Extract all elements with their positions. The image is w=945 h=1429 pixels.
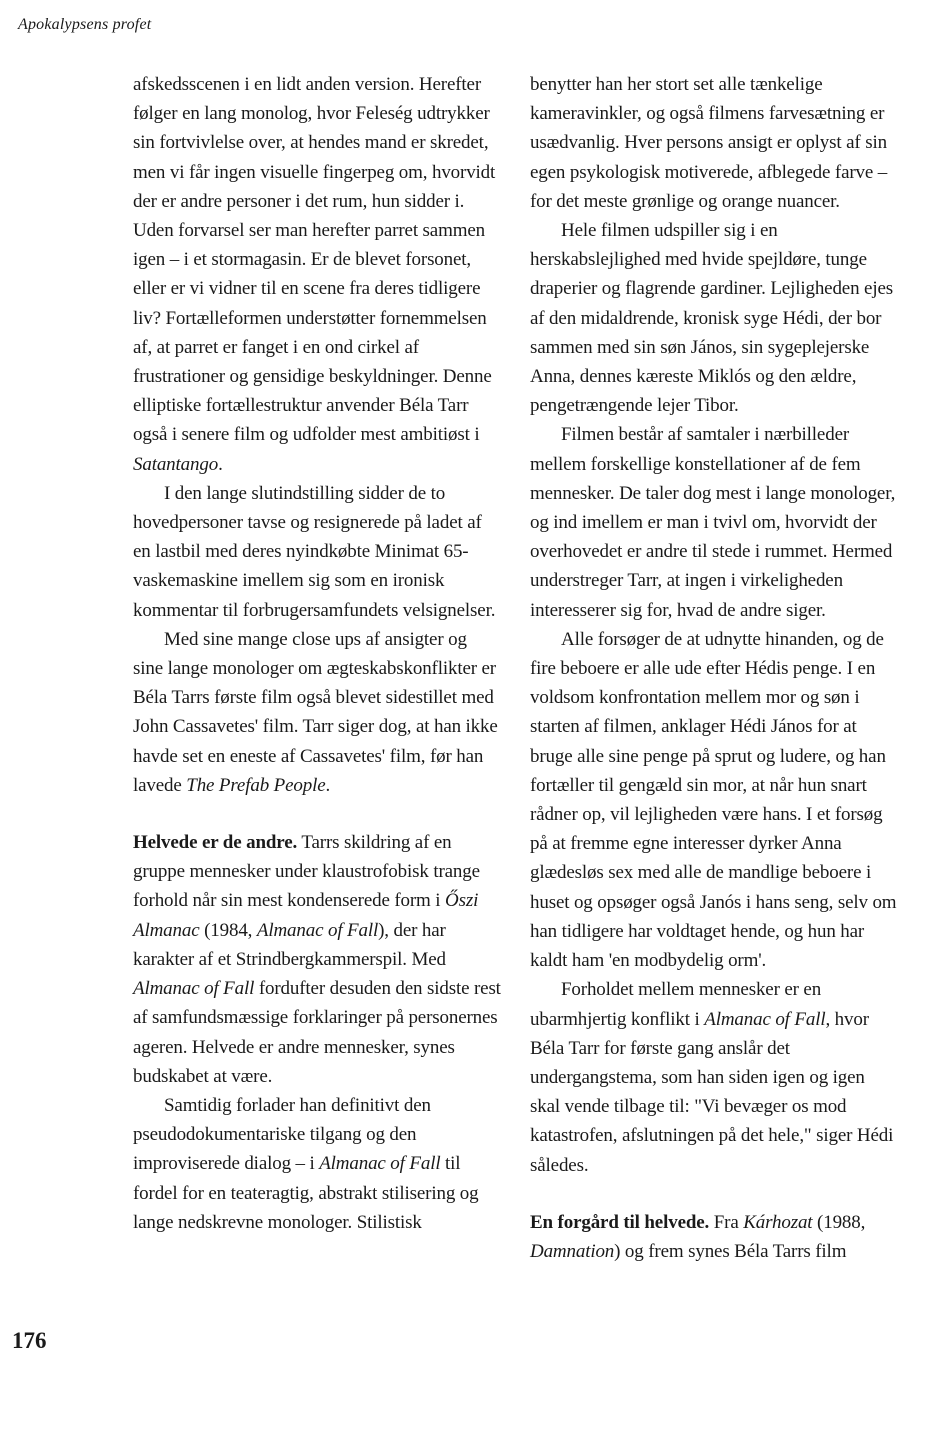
paragraph: Filmen består af samtaler i nærbilleder mellem forskellige konstellationer af de fem mennesker. De taler dog mest i lange monologer, og ind imellem er man i tvivl om, hvorvidt der overhovedet er andre til stede i rummet. Hermed understreger Tarr, at ingen i virkeligheden interesserer sig for, hvad de andre siger. xyxy=(530,424,896,621)
text-run: Tarrs skildring af en gruppe mennesker under klaustrofobisk trange forhold når sin mest kondenserede form i xyxy=(133,832,480,912)
film-title: Almanac of Fall xyxy=(133,978,255,1000)
text-run: Forholdet mellem mennesker er en ubarmhjertig konflikt i xyxy=(530,979,822,1030)
text-run: ), der har karakter af et Strindbergkammerspil. Med xyxy=(133,919,446,970)
section-heading: En forgård til helvede. xyxy=(530,1211,710,1233)
paragraph xyxy=(133,625,501,800)
text-run: fordufter desuden den sidste rest af samfundsmæssige forklaringer på personernes ageren. Helvede er andre mennesker, synes budskabet at være. xyxy=(133,978,501,1087)
film-title: Almanac of Fall xyxy=(256,919,379,941)
text-run: afskedsscenen i en lidt anden version. Herefter følger en lang monolog, hvor Feleség udtrykker sin fortvivlelse over, at hendes mand er skredet, men vi får ingen visuelle fingerpeg om, hvorvidt der er andre personer i det rum, hun sidder i. Uden forvarsel ser man herefter parret sammen igen – i et stormagasin. Er de blevet forsonet, eller er vi vidner til en scene fra deres tidligere liv? Fortælleformen understøtter fornemmelsen af, at parret er fanget i en ond cirkel af frustrationer og gensidige beskyldninger. Denne elliptiske fortællestruktur anvender Béla Tarr også i senere film og udfolder mest ambitiøst i xyxy=(133,74,496,446)
text-run: (1988, xyxy=(812,1211,866,1233)
page-number: 176 xyxy=(12,1328,47,1353)
right-column xyxy=(530,70,898,1266)
paragraph: Alle forsøger de at udnytte hinanden, og de fire beboere er alle ude efter Hédis penge. I en voldsom konfrontation mellem mor og søn i starten af filmen, anklager Hédi János for at bruge alle sine penge på sprut og ludere, og han fortæller til gengæld sin mor, at når hun snart rådner op, vil lejligheden være hans. I et forsøg på at fremme egne interesser dyrker Anna glædesløs sex med alle de mandlige beboere i huset og opsøger også Janós i hans seng, selv om han tidligere har voldtaget hende, og hun har kaldt ham 'en modbydelig orm'. xyxy=(530,628,897,972)
paragraph xyxy=(530,975,898,1179)
text-run: ) og frem synes Béla Tarrs film xyxy=(614,1240,847,1262)
text-run: (1984, xyxy=(199,919,257,941)
paragraph: I den lange slutindstilling sidder de to hovedpersoner tavse og resignerede på ladet af en lastbil med deres nyindkøbte Minimat 65-vaskemaskine imellem sig som en ironisk kommentar til forbrugersamfundets velsignelser. xyxy=(133,482,496,621)
paragraph: benytter han her stort set alle tænkelige kameravinkler, og også filmens farvesætning er usædvanlig. Hver persons ansigt er oplyst af sin egen psykologisk motiverede, afblegede farve – for det meste grønlige og orange nuancer. xyxy=(530,74,888,212)
text-run: Samtidig forlader han definitivt den pseudodokumentariske tilgang og den improviserede dialog – i xyxy=(133,1094,431,1175)
film-title: Satantango xyxy=(133,453,219,475)
paragraph: Hele filmen udspiller sig i en herskabslejlighed med hvide spejldøre, tunge draperier og flagrende gardiner. Lejligheden ejes af den midaldrende, kronisk syge Hédi, der bor sammen med sin søn János, sin sygeplejerske Anna, dennes kæreste Miklós og den ældre, pengetrængende lejer Tibor. xyxy=(530,220,893,417)
paragraph xyxy=(133,1091,501,1237)
film-title: Almanac of Fall xyxy=(704,1008,826,1030)
text-run: Fra xyxy=(709,1211,744,1233)
film-title: The Prefab People xyxy=(186,774,326,796)
running-title: Apokalypsens profet xyxy=(18,16,152,33)
left-column xyxy=(133,70,501,1237)
film-title: Kárhozat xyxy=(743,1211,813,1233)
paragraph-with-heading xyxy=(530,1208,898,1266)
film-title: Damnation xyxy=(530,1240,615,1262)
text-run: til fordel for en teateragtig, abstrakt stilisering og lange nedskrevne monologer. Stilistisk xyxy=(133,1153,479,1233)
film-title: Almanac of Fall xyxy=(319,1153,441,1175)
text-run: . xyxy=(325,774,331,796)
film-title: Őszi Almanac xyxy=(133,890,479,941)
text-run: Med sine mange close ups af ansigter og sine lange monologer om ægteskabskonflikter er Béla Tarrs første film også blevet sidestillet med John Cassavetes' film. Tarr siger dog, at han ikke havde set en eneste af Cassavetes' film, før han lavede xyxy=(133,628,498,796)
text-run: . xyxy=(218,453,223,475)
text-run: , hvor Béla Tarr for første gang anslår det undergangstema, som han siden igen og igen skal vende tilbage til: "Vi bevæger os mod katastrofen, afslutningen på det hele," siger Hédi således. xyxy=(530,1008,894,1176)
paragraph xyxy=(133,70,501,479)
section-heading: Helvede er de andre. xyxy=(133,832,298,854)
paragraph-with-heading xyxy=(133,828,501,1091)
